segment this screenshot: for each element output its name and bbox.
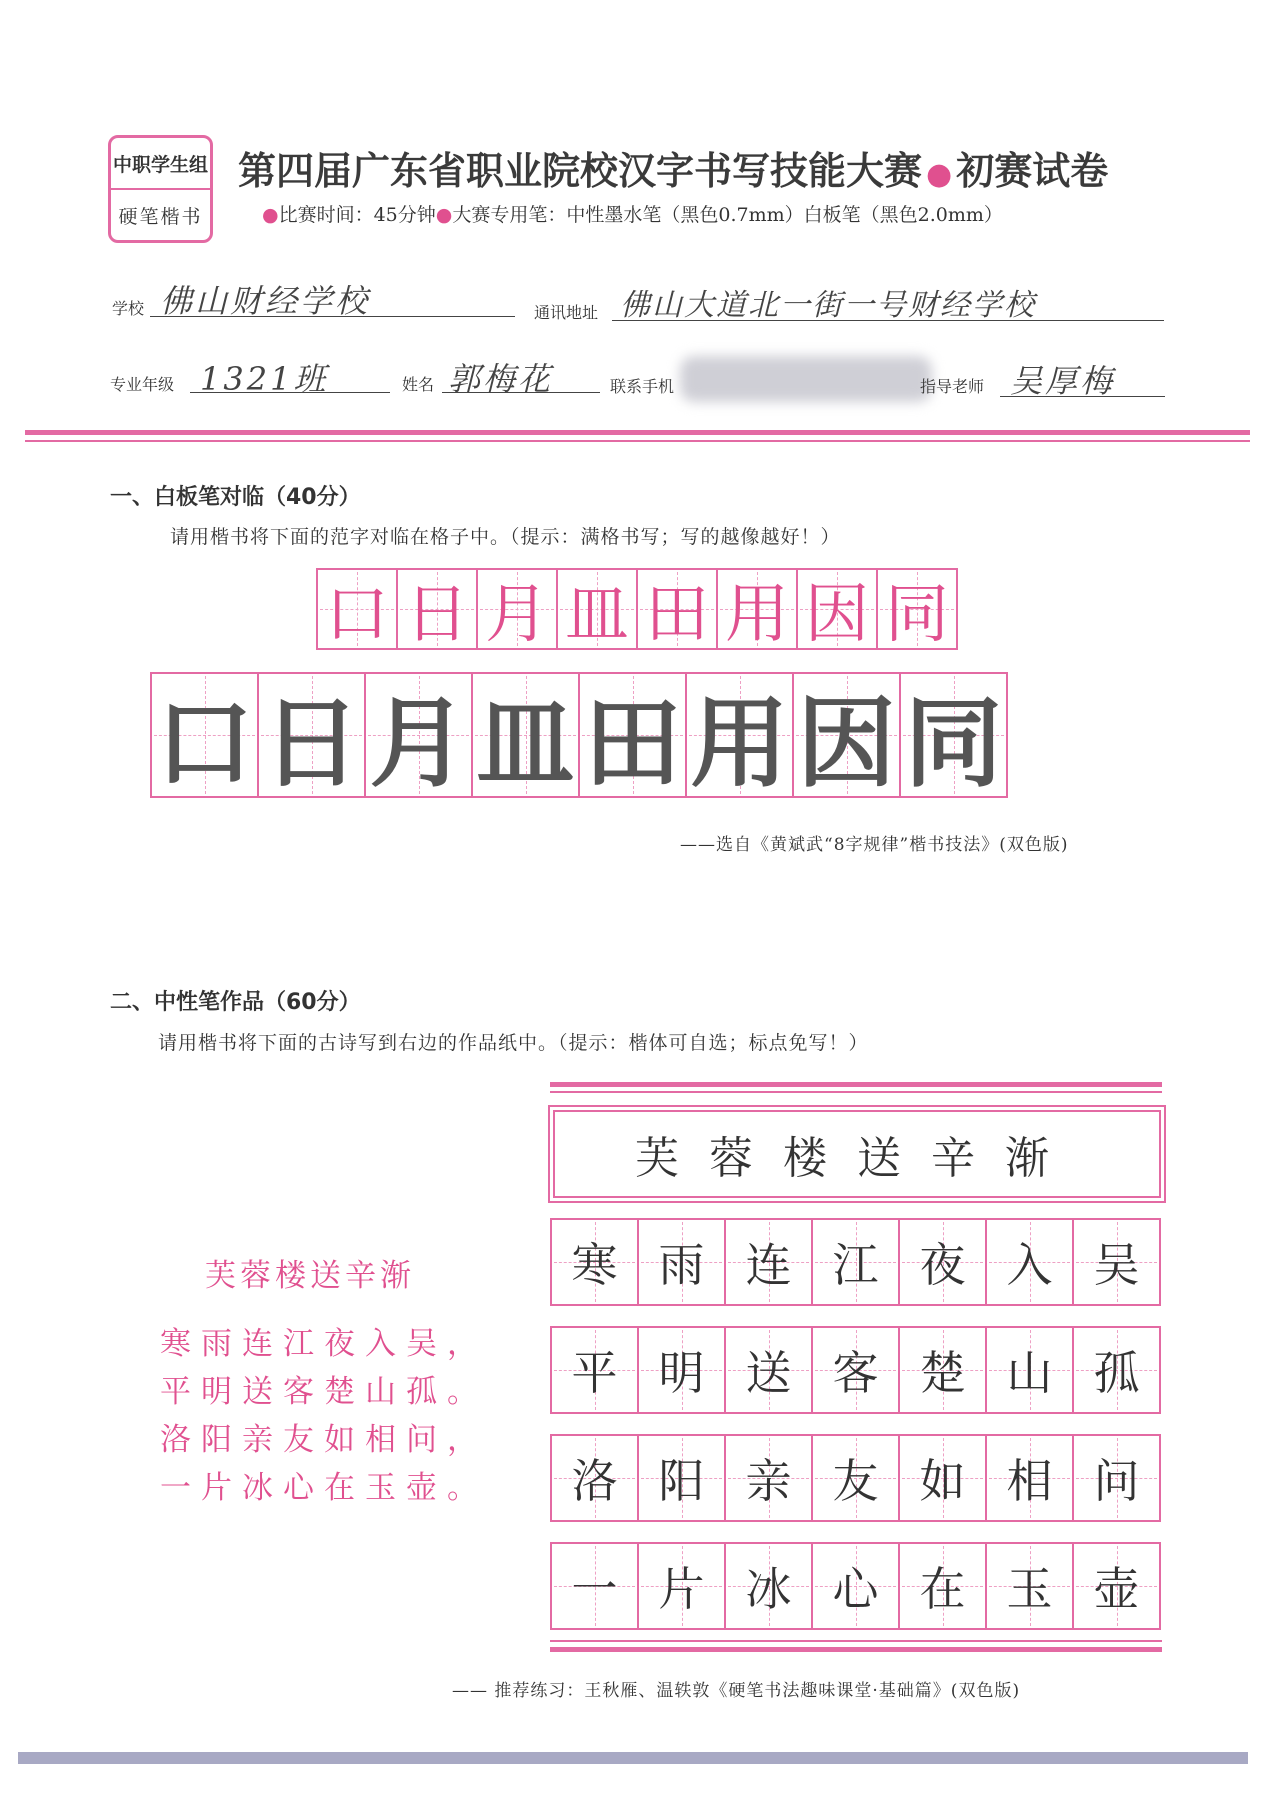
written-char-cell[interactable]: 口	[150, 672, 259, 798]
sheet-cell[interactable]: 平	[550, 1326, 639, 1414]
sheet-row-1	[552, 1218, 1161, 1306]
sheet-cell[interactable]: 片	[637, 1542, 726, 1630]
phone-redacted	[680, 356, 932, 402]
sheet-top-rule	[550, 1082, 1162, 1087]
poem-line: 平明送客楚山孤。	[160, 1374, 488, 1410]
school-value[interactable]: 佛山财经学校	[160, 282, 371, 320]
sheet-cell[interactable]: 心	[811, 1542, 900, 1630]
sheet-cell[interactable]: 友	[811, 1434, 900, 1522]
written-char-cell[interactable]: 因	[792, 672, 901, 798]
sheet-row-4	[552, 1542, 1161, 1630]
model-char-cell: 口	[316, 568, 398, 650]
group-badge	[108, 135, 213, 243]
sheet-cell[interactable]: 阳	[637, 1434, 726, 1522]
grade-line	[190, 392, 390, 393]
written-char-cell[interactable]: 日	[257, 672, 366, 798]
written-char-cell[interactable]: 月	[364, 672, 473, 798]
exam-subtitle	[262, 200, 1003, 227]
badge-group-label: 中职学生组	[111, 138, 210, 190]
title-dot-icon: ●	[926, 157, 953, 192]
sheet-cell[interactable]: 如	[898, 1434, 987, 1522]
model-char-cell: 皿	[556, 568, 638, 650]
poem-line: 洛阳亲友如相问，	[160, 1422, 488, 1458]
sheet-cell[interactable]: 一	[550, 1542, 639, 1630]
header-divider-thin	[25, 440, 1250, 442]
model-char-cell: 因	[796, 568, 878, 650]
written-char-cell[interactable]: 皿	[471, 672, 580, 798]
page-title	[238, 140, 1198, 195]
sheet-cell[interactable]: 问	[1072, 1434, 1161, 1522]
sheet-cell[interactable]: 江	[811, 1218, 900, 1306]
sheet-poem-title[interactable]: 芙蓉楼送辛渐	[553, 1110, 1161, 1198]
header-divider	[25, 430, 1250, 435]
subtitle-dot-icon: ●	[262, 204, 279, 226]
written-char-grid	[152, 672, 1008, 801]
name-line	[442, 392, 600, 393]
poem-title: 芙蓉楼送辛渐	[205, 1258, 415, 1294]
sheet-cell[interactable]: 相	[985, 1434, 1074, 1522]
sheet-cell[interactable]: 雨	[637, 1218, 726, 1306]
model-char-grid	[318, 568, 958, 650]
sheet-cell[interactable]: 楚	[898, 1326, 987, 1414]
model-char-cell: 同	[876, 568, 958, 650]
name-value[interactable]: 郭梅花	[448, 360, 554, 398]
title-tail: 初赛试卷	[956, 149, 1109, 193]
sheet-cell[interactable]: 洛	[550, 1434, 639, 1522]
sheet-cell[interactable]: 连	[724, 1218, 813, 1306]
section2-heading: 二、中性笔作品（60分）	[110, 990, 361, 1015]
school-label: 学校	[112, 299, 145, 318]
teacher-label: 指导老师	[920, 377, 985, 396]
section1-source: ——选自《黄斌武“8字规律”楷书技法》(双色版)	[680, 835, 1069, 855]
sheet-cell[interactable]: 入	[985, 1218, 1074, 1306]
sheet-cell[interactable]: 玉	[985, 1542, 1074, 1630]
sheet-bottom-rule	[550, 1647, 1162, 1652]
section1-instruction: 请用楷书将下面的范字对临在格子中。（提示：满格书写；写的越像越好！）	[170, 526, 841, 548]
section1-heading: 一、白板笔对临（40分）	[110, 485, 361, 510]
written-char-cell[interactable]: 用	[685, 672, 794, 798]
grade-label: 专业年级	[110, 375, 175, 394]
section2-instruction: 请用楷书将下面的古诗写到右边的作品纸中。（提示：楷体可自选；标点免写！）	[158, 1032, 869, 1054]
badge-category-label: 硬笔楷书	[118, 205, 203, 228]
sheet-row-2	[552, 1326, 1161, 1414]
sheet-cell[interactable]: 壶	[1072, 1542, 1161, 1630]
sheet-cell[interactable]: 夜	[898, 1218, 987, 1306]
title-main: 第四届广东省职业院校汉字书写技能大赛	[238, 149, 923, 193]
sheet-cell[interactable]: 吴	[1072, 1218, 1161, 1306]
exam-pens: 大赛专用笔：中性墨水笔（黑色0.7mm）白板笔（黑色2.0mm）	[452, 204, 1003, 226]
teacher-value[interactable]: 吴厚梅	[1010, 362, 1116, 400]
sheet-bottom-rule-thin	[550, 1640, 1162, 1642]
address-label: 通讯地址	[534, 303, 599, 322]
sheet-cell[interactable]: 明	[637, 1326, 726, 1414]
sheet-cell[interactable]: 冰	[724, 1542, 813, 1630]
section2-source: —— 推荐练习：王秋雁、温轶敦《硬笔书法趣味课堂·基础篇》(双色版)	[452, 1681, 1021, 1701]
poem-line: 一片冰心在玉壶。	[160, 1470, 488, 1506]
name-label: 姓名	[402, 375, 435, 394]
sheet-cell[interactable]: 寒	[550, 1218, 639, 1306]
model-char-cell: 日	[396, 568, 478, 650]
model-char-cell: 月	[476, 568, 558, 650]
grade-value[interactable]: 1321班	[200, 360, 329, 398]
sheet-cell[interactable]: 客	[811, 1326, 900, 1414]
sheet-cell[interactable]: 山	[985, 1326, 1074, 1414]
sheet-cell[interactable]: 孤	[1072, 1326, 1161, 1414]
school-line	[150, 316, 515, 317]
address-value[interactable]: 佛山大道北一街一号财经学校	[620, 288, 1036, 323]
subtitle-dot-icon-2: ●	[435, 204, 453, 226]
sheet-cell[interactable]: 在	[898, 1542, 987, 1630]
model-char-cell: 田	[636, 568, 718, 650]
poem-line: 寒雨连江夜入吴，	[160, 1326, 488, 1362]
written-char-cell[interactable]: 田	[578, 672, 687, 798]
teacher-line	[1000, 396, 1165, 397]
sheet-row-3	[552, 1434, 1161, 1522]
model-char-cell: 用	[716, 568, 798, 650]
exam-time: 比赛时间：45分钟	[278, 204, 436, 226]
sheet-cell[interactable]: 亲	[724, 1434, 813, 1522]
sheet-cell[interactable]: 送	[724, 1326, 813, 1414]
sheet-top-rule-thin	[550, 1091, 1162, 1093]
footer-bar	[18, 1752, 1248, 1764]
address-line	[612, 320, 1164, 321]
phone-label: 联系手机	[610, 377, 675, 396]
written-char-cell[interactable]: 同	[899, 672, 1008, 798]
